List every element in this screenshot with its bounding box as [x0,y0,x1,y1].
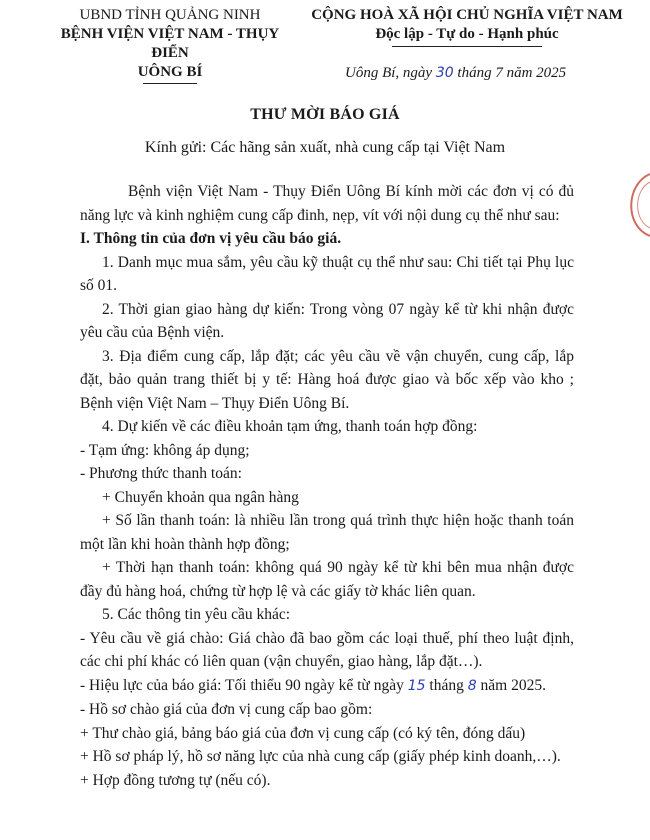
item-4-payment-count: + Số lần thanh toán: là nhiều lần trong quá trình thực hiện hoặc thanh toán một lần khi hoàn thành hợp đồng; [80,512,574,553]
item-1: 1. Danh mục mua sắm, yêu cầu kỹ thuật cụ thể như sau: Chi tiết tại Phụ lục số 01. [80,253,574,294]
national-motto-block [296,6,638,47]
motto: Độc lập - Tự do - Hạnh phúc [375,26,559,42]
item-2: 2. Thời gian giao hàng dự kiến: Trong vòng 07 ngày kể từ khi nhận được yêu cầu của Bệnh viện. [80,300,574,341]
country-name: CỘNG HOÀ XÃ HỘI CHỦ NGHĨA VIỆT NAM [311,7,623,23]
quote-validity-prefix: - Hiệu lực của báo giá: Tối thiểu 90 ngày kể từ ngày [80,676,404,694]
quote-validity-suffix: năm 2025. [480,676,546,694]
item-3: 3. Địa điểm cung cấp, lắp đặt; các yêu cầu về vận chuyển, cung cấp, lắp đặt, bảo quản trang thiết bị y tế: Hàng hoá được giao và bốc xếp vào kho ; Bệnh viện Việt Nam – Thụy Điển Uông Bí. [80,347,574,412]
date-month: tháng 7 [457,65,503,81]
issuer-name: BỆNH VIỆN VIỆT NAM - THỤY ĐIỂN [60,26,280,61]
issuer-authority: UBND TỈNH QUẢNG NINH [79,7,261,23]
document-body [80,180,574,792]
date-day-handwritten: 30 [435,65,454,81]
issuer-block [50,6,290,84]
issuer-location: UÔNG BÍ [137,64,203,80]
item-5-dossier: - Hồ sơ chào giá của đơn vị cung cấp bao gồm: [80,701,373,718]
motto-underline [392,46,542,47]
item-5-dossier-legal: + Hồ sơ pháp lý, hồ sơ năng lực của nhà cung cấp (giấy phép kinh doanh,…). [80,748,561,765]
item-4: 4. Dự kiến về các điều khoản tạm ứng, thanh toán hợp đồng: [102,418,478,435]
item-5: 5. Các thông tin yêu cầu khác: [102,606,291,623]
section-1-heading: I. Thông tin của đơn vị yêu cầu báo giá. [80,230,342,247]
greeting: Kính gửi: Các hãng sản xuất, nhà cung cấp tại Việt Nam [144,139,506,156]
quote-validity-month-handwritten: 8 [467,677,477,694]
issuer-underline [143,83,197,84]
item-5-quote-validity [80,674,574,699]
date-line [345,65,566,82]
intro-paragraph: Bệnh viện Việt Nam - Thụy Điển Uông Bí kính mời các đơn vị có đủ năng lực và kinh nghiệm cung cấp đinh, nẹp, vít với nội dung cụ thể như sau: [80,183,574,224]
item-4-payment-term: + Thời hạn thanh toán: không quá 90 ngày kể từ khi bên mua nhận được đầy đủ hàng hoá, chứng từ hợp lệ và các giấy tờ khác liên quan. [80,559,574,600]
red-stamp-fragment [612,170,650,240]
date-prefix: Uông Bí, ngày [345,65,433,81]
item-4-advance: - Tạm ứng: không áp dụng; [80,441,250,459]
quote-validity-month-label: tháng [429,676,464,694]
item-4-bank-transfer: + Chuyển khoản qua ngân hàng [102,488,299,506]
date-year: năm 2025 [506,65,567,81]
item-5-dossier-contracts: + Hợp đồng tương tự (nếu có). [80,771,271,789]
item-4-payment-method: - Phương thức thanh toán: [80,465,242,482]
document-title: THƯ MỜI BÁO GIÁ [250,106,400,123]
item-5-dossier-quote: + Thư chào giá, bảng báo giá của đơn vị cung cấp (có ký tên, đóng dấu) [80,724,526,742]
item-5-price-requirement: - Yêu cầu về giá chào: Giá chào đã bao gồm các loại thuế, phí theo luật định, các chi phí khác có liên quan (vận chuyển, giao hàng, lắp đặt…). [80,629,574,670]
quote-validity-day-handwritten: 15 [407,677,426,694]
